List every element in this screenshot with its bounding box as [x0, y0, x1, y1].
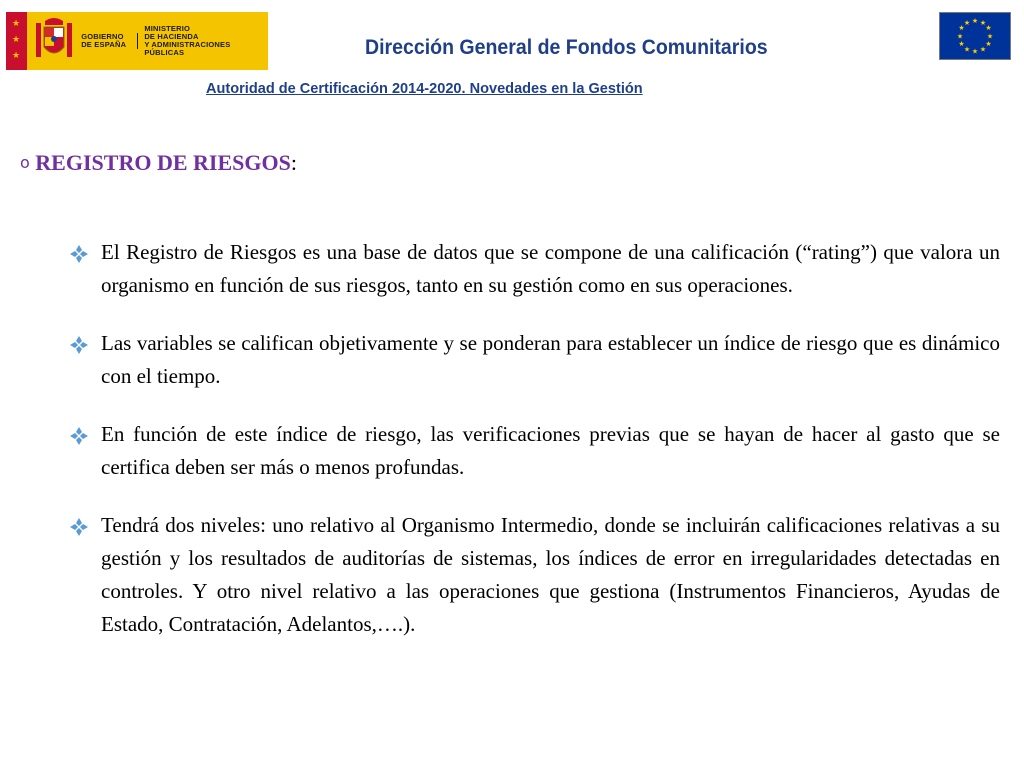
bullet-text: Tendrá dos niveles: uno relativo al Organismo Intermedio, donde se incluirán calificaciones relativas a su gestión y los resultados de auditorías de sistemas, los índices de error en irregularidades detectadas en controles. Y otro nivel relativo a las operaciones que gestiona (Instrumentos Financieros, Ayudas de Estado, Contratación, Adelantos,….).	[101, 513, 1000, 636]
svg-text:★: ★	[958, 40, 965, 48]
bullet-text: El Registro de Riesgos es una base de datos que se compone de una calificación (“rating”) que valora un organismo en función de sus riesgos, tanto en su gestión como en sus operaciones.	[101, 240, 1000, 297]
bullet-list	[70, 236, 1000, 666]
svg-text:★: ★	[979, 19, 987, 27]
star-icon: ★	[12, 35, 21, 45]
star-icon: ★	[12, 19, 21, 29]
list-item	[70, 418, 1000, 484]
page-subtitle: Autoridad de Certificación 2014-2020. Novedades en la Gestión	[206, 80, 643, 97]
bullet-text: Las variables se califican objetivamente y se ponderan para establecer un índice de riesgo que es dinámico con el tiempo.	[101, 331, 1000, 388]
eu-flag-icon	[939, 12, 1011, 60]
svg-text:★: ★	[956, 32, 964, 41]
circle-bullet-icon: o	[20, 153, 30, 172]
svg-text:★: ★	[958, 24, 965, 32]
flag-strip	[6, 12, 27, 70]
svg-text:★: ★	[979, 45, 987, 54]
svg-text:★: ★	[971, 47, 979, 56]
svg-text:★: ★	[963, 45, 971, 54]
star-icon: ★	[12, 51, 21, 61]
list-item	[70, 509, 1000, 641]
svg-text:★: ★	[971, 17, 979, 25]
section-colon: :	[290, 150, 297, 175]
svg-text:★: ★	[986, 32, 994, 41]
gobierno-logo	[6, 12, 268, 70]
svg-text:★: ★	[985, 40, 992, 48]
svg-text:★: ★	[985, 24, 992, 32]
diamond-bullet-icon	[70, 427, 88, 445]
list-item	[70, 327, 1000, 393]
gobierno-text: GOBIERNO DE ESPAÑA	[81, 33, 138, 49]
bullet-text: En función de este índice de riesgo, las verificaciones previas que se hayan de hacer al gasto que se certifica deben ser más o menos profundas.	[101, 422, 1000, 479]
diamond-bullet-icon	[70, 245, 88, 263]
coat-of-arms-icon	[27, 12, 81, 70]
diamond-bullet-icon	[70, 518, 88, 536]
list-item	[70, 236, 1000, 302]
section-heading	[20, 150, 297, 176]
section-title: REGISTRO DE RIESGOS	[35, 150, 291, 175]
diamond-bullet-icon	[70, 336, 88, 354]
ministerio-text: MINISTERIO DE HACIENDA Y ADMINISTRACIONES PÚBLICAS	[144, 24, 231, 57]
svg-text:★: ★	[963, 19, 971, 27]
page-title: Dirección General de Fondos Comunitarios	[365, 36, 768, 59]
